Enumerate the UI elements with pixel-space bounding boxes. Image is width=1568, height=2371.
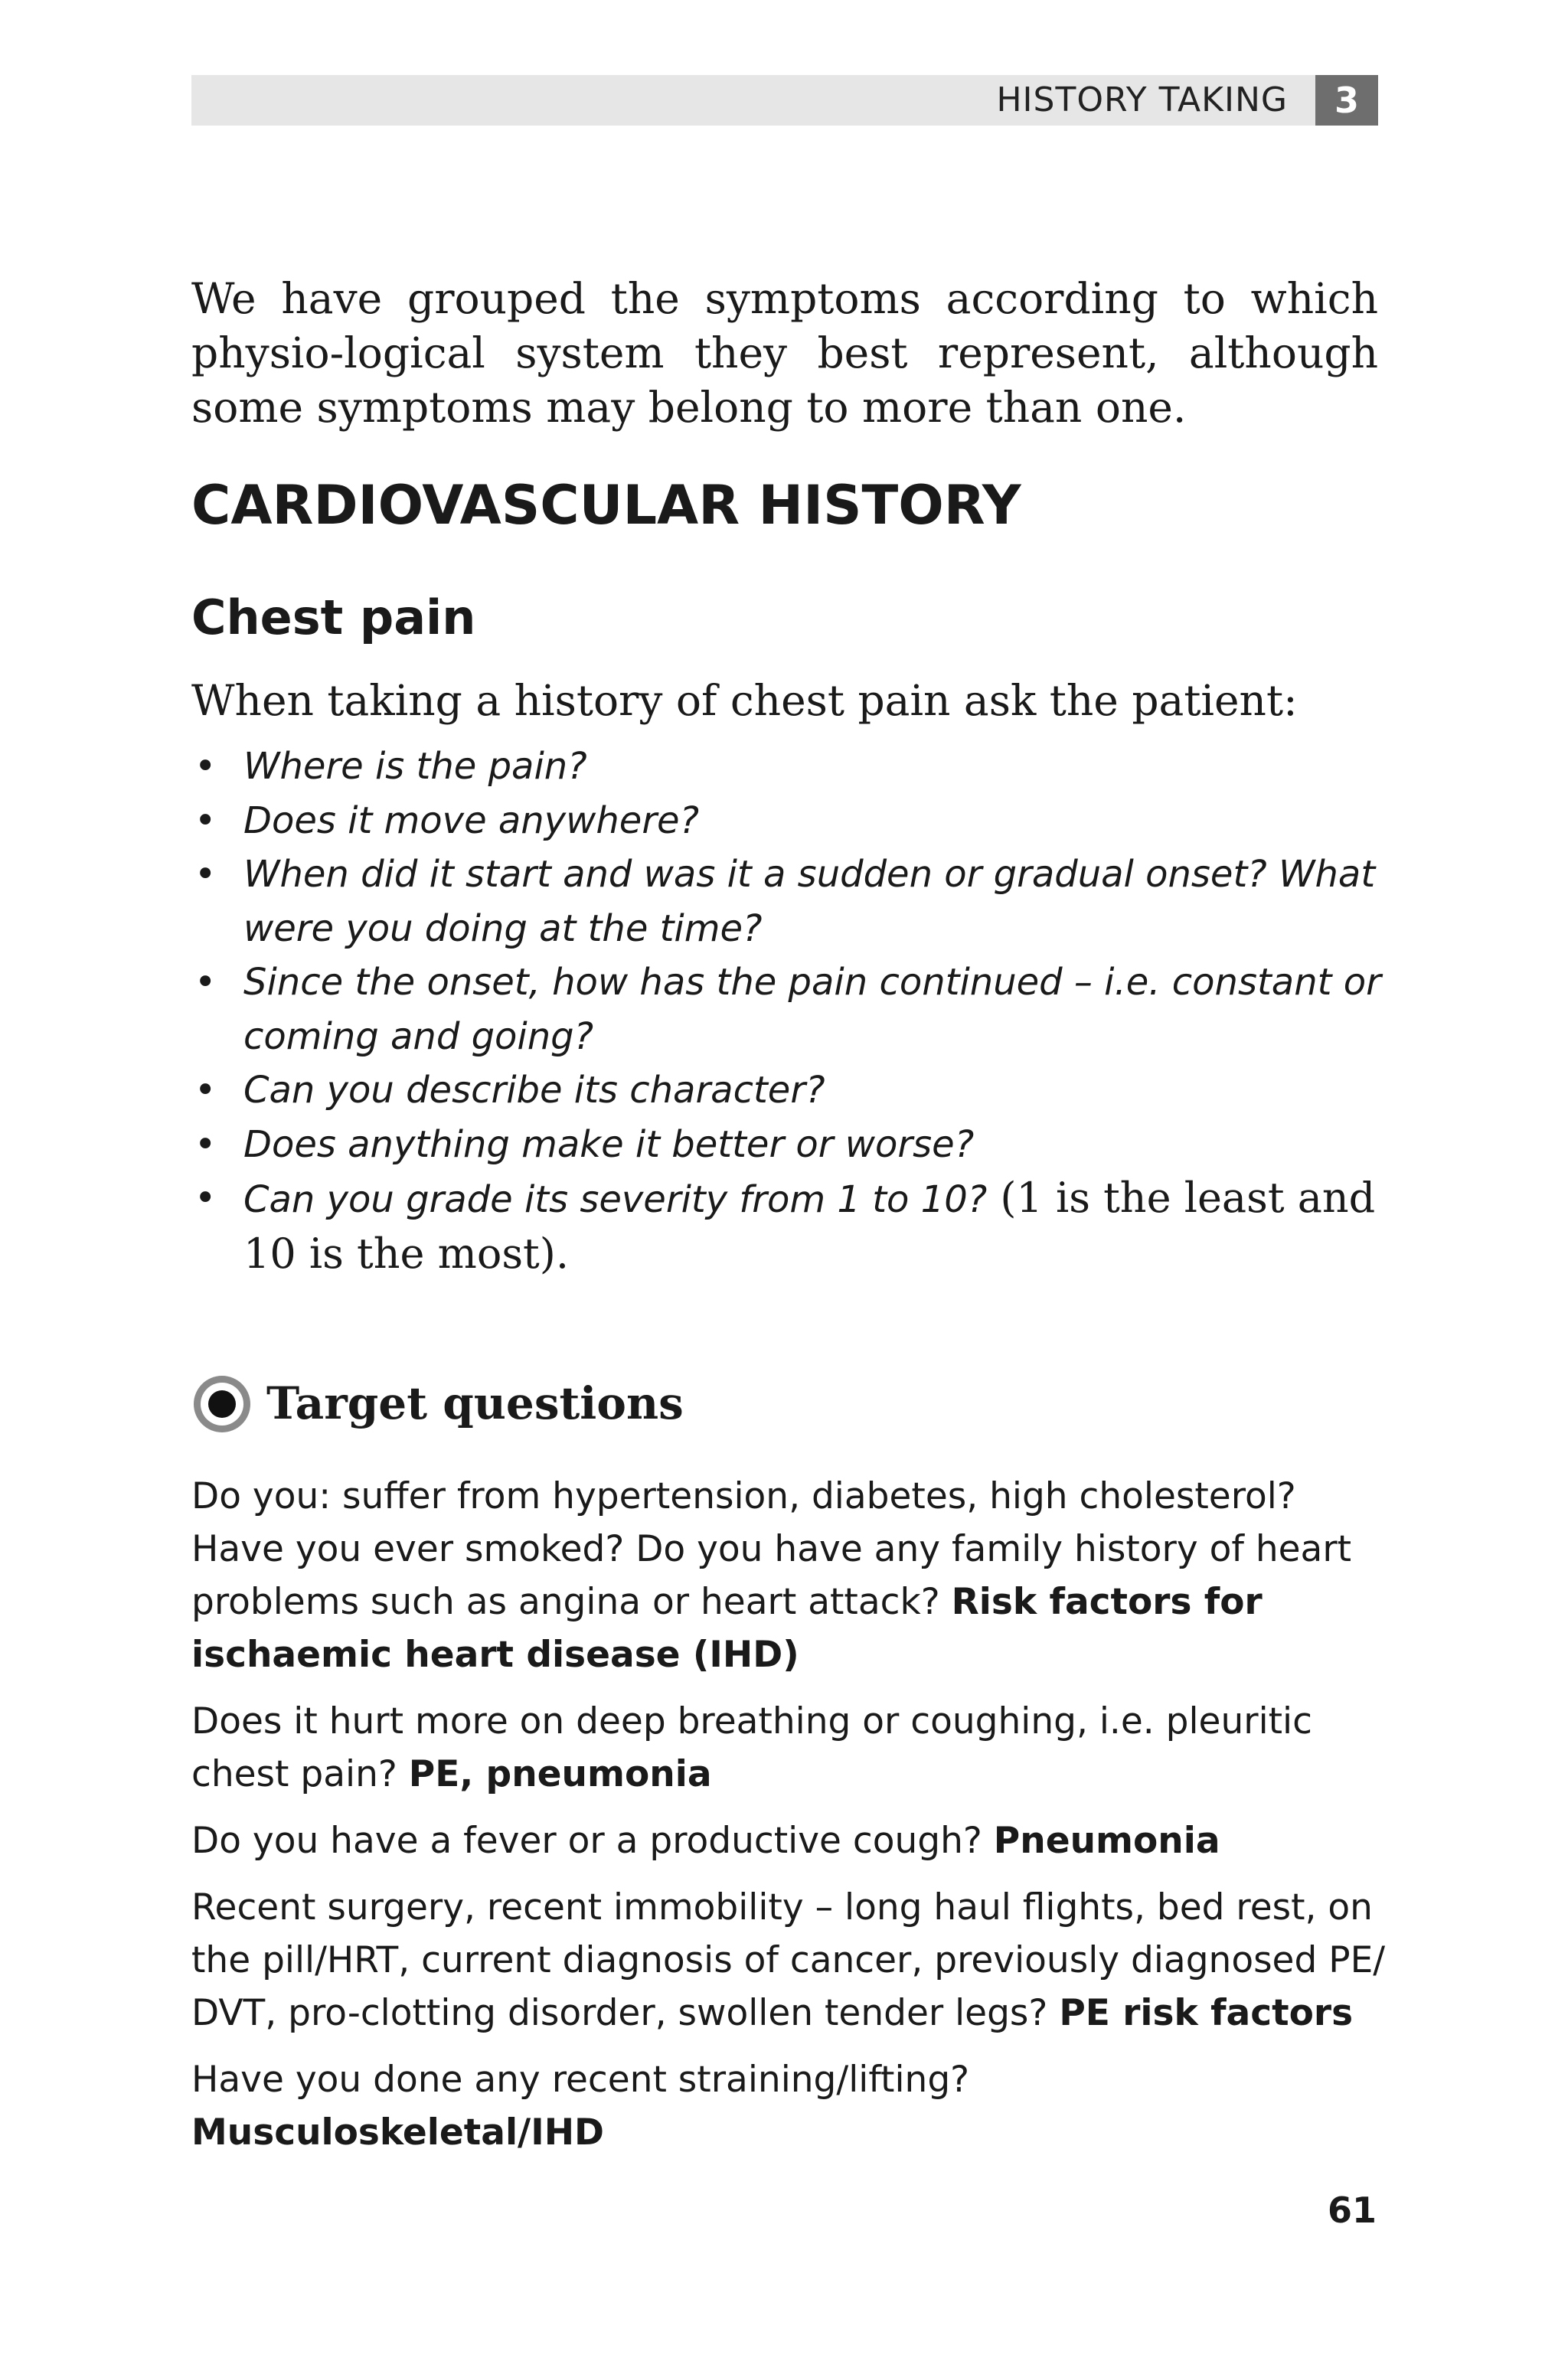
question-item — [191, 1063, 1386, 1118]
section-heading: CARDIOVASCULAR HISTORY — [191, 474, 1021, 537]
target-question-text: Does it hurt more on deep breathing or coughing, i.e. pleuritic chest pain? — [191, 1700, 1312, 1795]
question-item — [191, 847, 1386, 955]
chapter-number-tab: 3 — [1315, 75, 1378, 126]
question-item — [191, 740, 1386, 794]
question-item — [191, 1118, 1386, 1172]
target-question-text: Have you done any recent straining/lifting? — [191, 2059, 970, 2101]
target-questions-title: Target questions — [266, 1377, 684, 1429]
subsection-heading: Chest pain — [191, 589, 476, 645]
intro-paragraph: We have grouped the symptoms according to which physio-logical system they best represent, although some symptoms may belong to more than one. — [191, 274, 1378, 432]
question-item — [191, 1171, 1386, 1282]
question-text: When did it start and was it a sudden or gradual onset? What were you doing at the time? — [243, 853, 1376, 950]
bullet-icon: • — [194, 1122, 217, 1166]
target-answer: Risk factors for ischaemic heart disease (IHD) — [191, 1581, 1263, 1676]
running-header — [191, 75, 1378, 126]
bullet-icon: • — [194, 961, 217, 1004]
target-question — [191, 1695, 1386, 1801]
page-number: 61 — [1327, 2190, 1377, 2231]
target-questions-list — [191, 1470, 1386, 2173]
bullet-icon: • — [194, 1069, 217, 1112]
target-question-text: Recent surgery, recent immobility – long haul flights, bed rest, on the pill/HRT, current diagnosis of cancer, previously diagnosed PE/ DVT, pro-clotting disorder, swollen tender legs? — [191, 1886, 1386, 2034]
target-question — [191, 1881, 1386, 2040]
target-question-text: Do you have a fever or a productive cough? — [191, 1820, 994, 1862]
target-answer: PE risk factors — [1059, 1992, 1354, 2034]
question-text: Does anything make it better or worse? — [243, 1122, 975, 1166]
target-answer: PE, pneumonia — [408, 1753, 712, 1795]
running-header-title: HISTORY TAKING — [996, 80, 1288, 119]
target-question-text: Do you: suffer from hypertension, diabetes, high cholesterol? Have you ever smoked? Do you have any family history of heart problems such as angina or heart attack? — [191, 1475, 1352, 1623]
target-question — [191, 1814, 1386, 1867]
question-item — [191, 794, 1386, 848]
question-text: Since the onset, how has the pain continued – i.e. constant or coming and going? — [243, 961, 1381, 1058]
question-text: Can you grade its severity from 1 to 10? — [243, 1178, 988, 1221]
target-question — [191, 2053, 1386, 2159]
bullet-icon: • — [194, 745, 217, 788]
question-text: Does it move anywhere? — [243, 798, 700, 842]
question-text: Can you describe its character? — [243, 1069, 825, 1112]
question-list — [191, 740, 1386, 1282]
bullet-icon: • — [194, 1177, 217, 1220]
question-item — [191, 955, 1386, 1063]
question-text: Where is the pain? — [243, 745, 587, 788]
target-answer: Musculoskeletal/IHD — [191, 2111, 605, 2154]
bullet-icon: • — [194, 798, 217, 842]
lead-sentence: When taking a history of chest pain ask the patient: — [191, 676, 1298, 725]
target-answer: Pneumonia — [993, 1820, 1220, 1862]
bullet-icon: • — [194, 853, 217, 896]
question-note: (1 is the least and 10 is the most). — [243, 1174, 1376, 1278]
target-icon — [191, 1373, 253, 1435]
target-question — [191, 1470, 1386, 1681]
